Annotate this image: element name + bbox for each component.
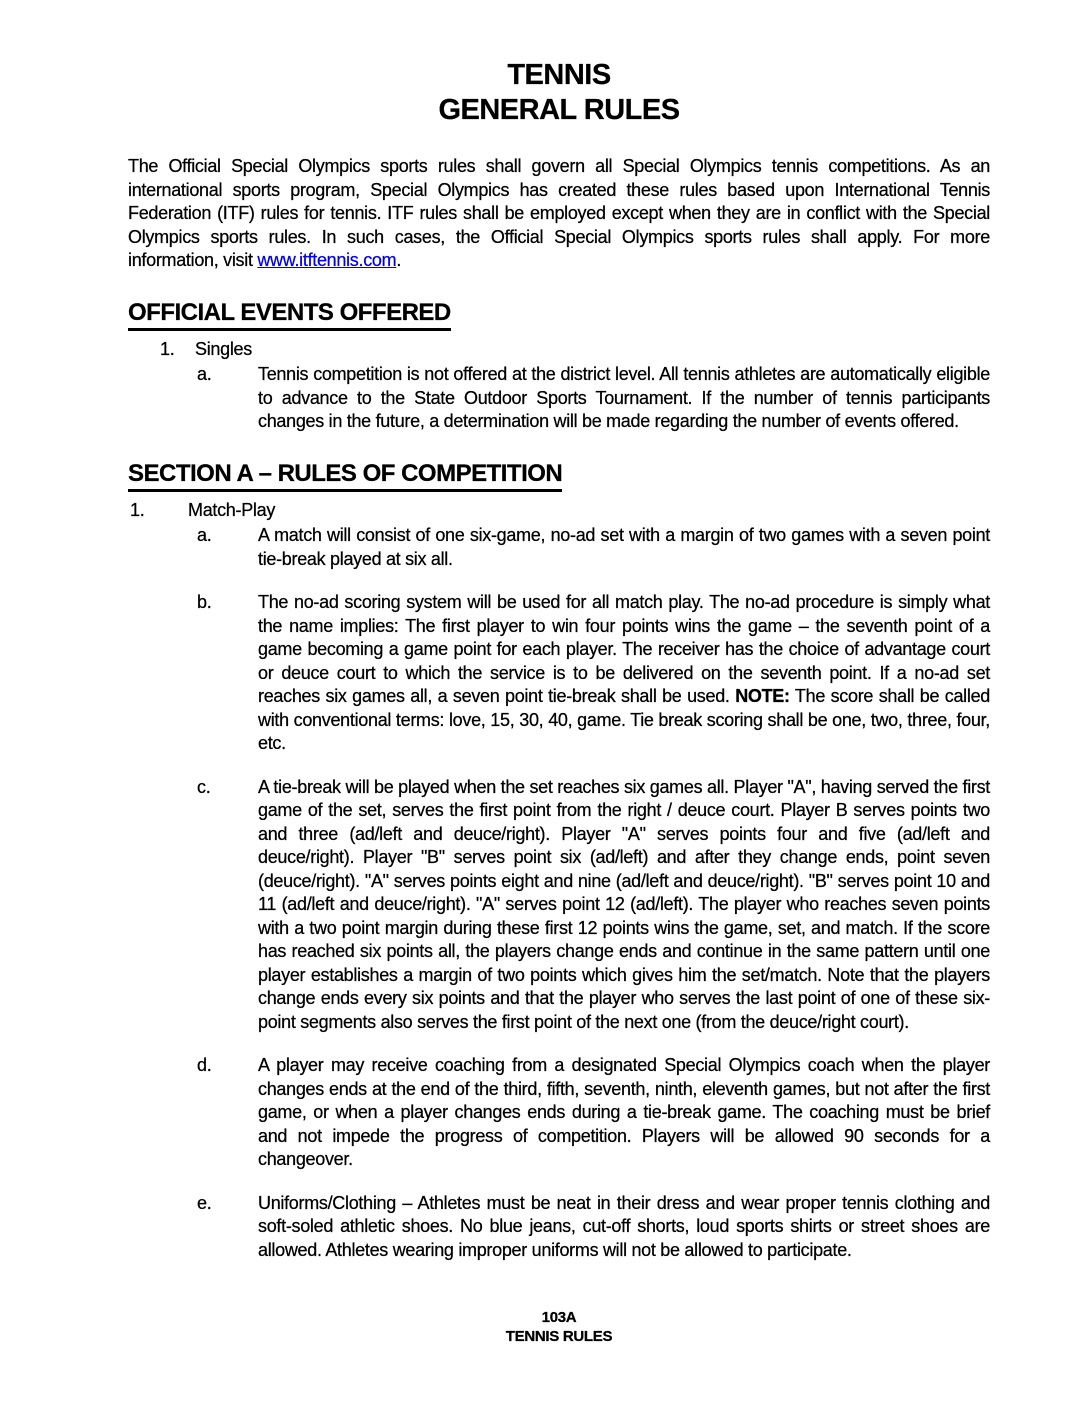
events-item-label: Singles xyxy=(195,338,252,359)
rule-item-a xyxy=(197,524,990,571)
rule-item-d-letter: d. xyxy=(197,1055,212,1075)
rule-item-b-part1: The no-ad scoring system will be used for all match play. The no-ad procedure is simply what the name implies: The first player to win four points wins the game – the seventh point of a game becoming a game point for each player. The receiver has the choice of advantage court or deuce court to which the service is to be delivered on the seventh point. If a no-ad set reaches six games all, a seven point tie-break shall be used. xyxy=(258,592,990,706)
intro-text: The Official Special Olympics sports rules shall govern all Special Olympics tennis competitions. As an international sports program, Special Olympics has created these rules based upon International Tennis Federation (ITF) rules for tennis. ITF rules shall be employed except when they are in conflict with the Special Olympics sports rules. In such cases, the Official Special Olympics sports rules shall apply. For more information, visit xyxy=(128,156,990,270)
rule-item-c-text: A tie-break will be played when the set reaches six games all. Player "A", having served the first game of the set, serves the first point from the right / deuce court. Player B serves points two and three (ad/left and deuce/right). Player "A" serves points four and five (ad/left and deuce/right). Player "B" serves point six (ad/left) and after they change ends, point seven (deuce/right). "A" serves points eight and nine (ad/left and deuce/right). "B" serves point 10 and 11 (ad/left and deuce/right). "A" serves point 12 (ad/left). The player who reaches seven points with a two point margin during these first 12 points wins the game, set, and match. If the score has reached six points all, the players change ends and continue in the same pattern until one player establishes a margin of two points which gives him the set/match. Note that the players change ends every six points and that the player who serves the last point of one of these six-point segments also serves the first point of the next one (from the deuce/right court). xyxy=(258,776,990,1032)
events-item-number: 1. xyxy=(160,338,175,359)
rule-item-b-part2: The score shall be called with conventional terms: love, 15, 30, 40, game. Tie break scoring shall be one, two, three, four, etc. xyxy=(258,686,990,753)
events-subitem-a-letter: a. xyxy=(197,364,212,384)
rule-item-e-letter: e. xyxy=(197,1192,212,1213)
section-a-item-label: Match-Play xyxy=(188,499,276,520)
rule-item-d xyxy=(197,1054,990,1172)
rule-item-e-text: Uniforms/Clothing – Athletes must be neat in their dress and wear proper tennis clothing and soft-soled athletic shoes. No blue jeans, cut-off shorts, loud sports shirts or street shoes are allowed. Athletes wearing improper uniforms will not be allowed to participate. xyxy=(258,1192,990,1260)
events-subitem-a-text: Tennis competition is not offered at the district level. All tennis athletes are automatically eligible to advance to the State Outdoor Sports Tournament. If the number of tennis participants changes in the future, a determination will be made regarding the number of events offered. xyxy=(258,364,990,431)
intro-paragraph xyxy=(128,155,990,273)
rule-item-a-letter: a. xyxy=(197,525,212,545)
section-a-heading xyxy=(128,460,990,492)
events-subitem-a xyxy=(197,363,990,434)
footer-doc-label: TENNIS RULES xyxy=(505,1328,613,1345)
rule-item-a-text: A match will consist of one six-game, no-ad set with a margin of two games with a seven point tie-break played at six all. xyxy=(258,525,990,569)
itftennis-link[interactable]: www.itftennis.com xyxy=(257,250,397,270)
footer-page-number: 103A xyxy=(541,1309,577,1326)
rule-item-c xyxy=(197,776,990,1035)
rule-item-b-letter: b. xyxy=(197,592,212,612)
rule-item-d-text: A player may receive coaching from a designated Special Olympics coach when the player changes ends at the end of the third, fifth, seventh, ninth, eleventh games, but not after the first game, or when a player changes ends during a tie-break game. The coaching must be brief and not impede the progress of competition. Players will be allowed 90 seconds for a changeover. xyxy=(258,1055,990,1169)
section-a-item-number: 1. xyxy=(130,499,145,520)
intro-period: . xyxy=(396,250,402,270)
rule-item-c-letter: c. xyxy=(197,776,211,797)
events-item-singles xyxy=(160,338,990,362)
events-heading xyxy=(128,299,990,331)
doc-title: TENNIS xyxy=(507,59,611,91)
rule-item-b xyxy=(197,591,990,756)
events-heading-text: OFFICIAL EVENTS OFFERED xyxy=(128,299,451,331)
doc-subtitle: GENERAL RULES xyxy=(438,94,680,126)
title-block xyxy=(128,58,990,128)
section-a-item-match-play xyxy=(130,499,990,523)
rule-item-e xyxy=(197,1192,990,1263)
section-a-heading-text: SECTION A – RULES OF COMPETITION xyxy=(128,460,562,492)
page-footer xyxy=(128,1308,990,1346)
rule-item-b-note-label: NOTE: xyxy=(735,686,790,706)
rule-item-b-text xyxy=(258,591,990,756)
